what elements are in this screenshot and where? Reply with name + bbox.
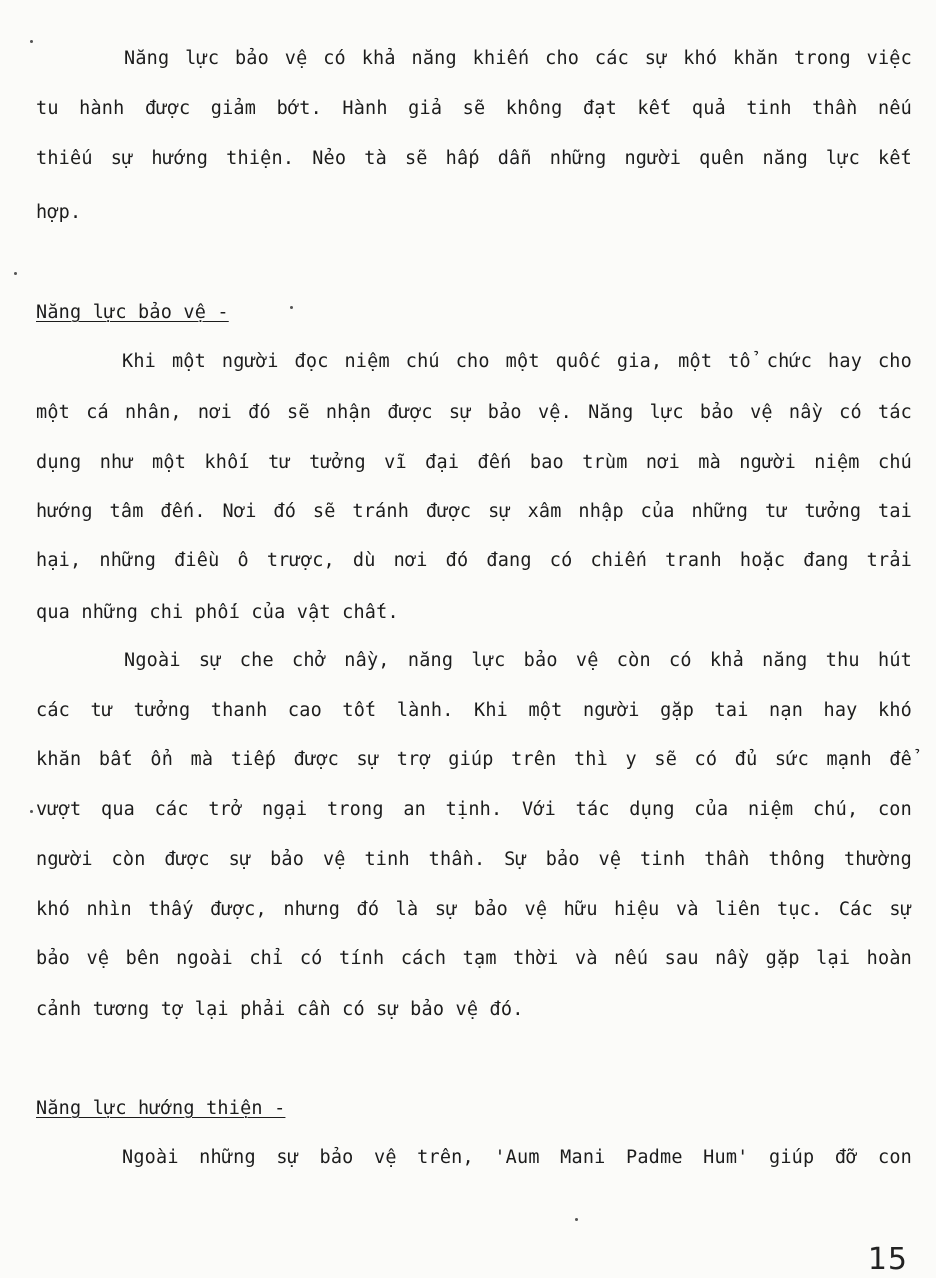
scan-speck	[14, 272, 17, 275]
section-heading-goodness: Năng lực hướng thiện -	[36, 1098, 286, 1119]
scan-speck	[30, 810, 33, 813]
text-line: cảnh tương tợ lại phải cần có sự bảo vệ đó.	[36, 999, 524, 1020]
text-line: qua những chi phối của vật chất.	[36, 602, 399, 623]
scan-speck	[30, 40, 33, 43]
text-line: Năng lực bảo vệ có khả năng khiến cho các sự khó khăn trong việc	[124, 48, 912, 69]
text-line: dụng như một khối tư tưởng vĩ đại đến bao trùm nơi mà người niệm chú	[36, 452, 912, 473]
text-line: hợp.	[36, 202, 82, 223]
text-line: Ngoài sự che chở nầy, năng lực bảo vệ còn có khả năng thu hút	[124, 650, 912, 671]
scan-speck	[575, 1218, 578, 1221]
text-line: khó nhìn thấy được, nhưng đó là sự bảo vệ hữu hiệu và liên tục. Các sự	[36, 899, 912, 920]
text-line: thiếu sự hướng thiện. Nẻo tà sẽ hấp dẫn những người quên năng lực kết	[36, 148, 912, 169]
text-line: Khi một người đọc niệm chú cho một quốc gia, một tổ chức hay cho	[122, 351, 912, 372]
text-line: một cá nhân, nơi đó sẽ nhận được sự bảo vệ. Năng lực bảo vệ nầy có tác	[36, 402, 912, 423]
text-line: các tư tưởng thanh cao tốt lành. Khi một người gặp tai nạn hay khó	[36, 700, 912, 721]
text-line: Ngoài những sự bảo vệ trên, 'Aum Mani Padme Hum' giúp đỡ con	[122, 1147, 912, 1168]
text-line: hại, những điều ô trược, dù nơi đó đang có chiến tranh hoặc đang trải	[36, 550, 912, 571]
text-line: bảo vệ bên ngoài chỉ có tính cách tạm thời và nếu sau nầy gặp lại hoàn	[36, 948, 912, 969]
section-heading-protection: Năng lực bảo vệ -	[36, 302, 229, 323]
page-number: 15	[867, 1242, 908, 1277]
text-line: tu hành được giảm bớt. Hành giả sẽ không đạt kết quả tinh thần nếu	[36, 98, 912, 119]
text-line: người còn được sự bảo vệ tinh thần. Sự bảo vệ tinh thần thông thường	[36, 849, 912, 870]
scan-speck	[290, 306, 293, 309]
text-line: khăn bất ổn mà tiếp được sự trợ giúp trên thì y sẽ có đủ sức mạnh để	[36, 749, 912, 770]
text-line: vượt qua các trở ngại trong an tịnh. Với tác dụng của niệm chú, con	[36, 799, 912, 820]
text-line: hướng tâm đến. Nơi đó sẽ tránh được sự xâm nhập của những tư tưởng tai	[36, 501, 912, 522]
